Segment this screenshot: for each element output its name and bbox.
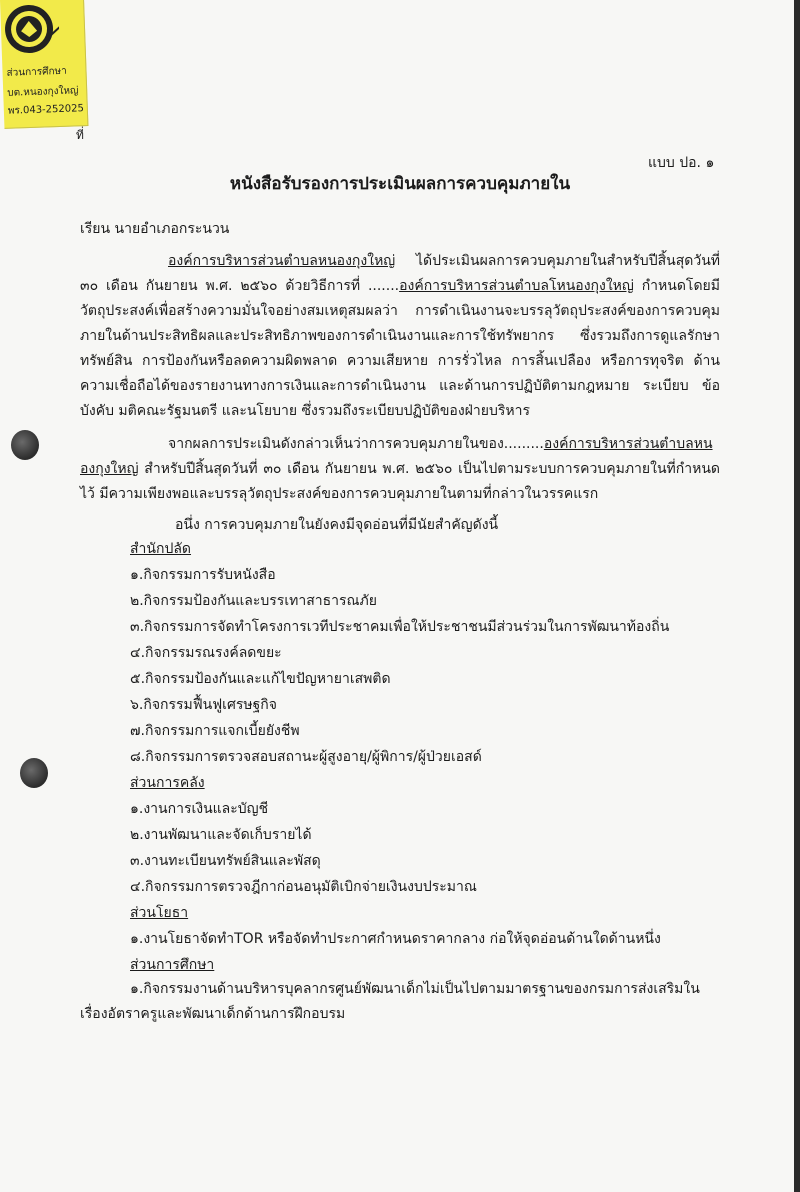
section-heading-finance: ส่วนการคลัง: [130, 775, 205, 791]
list-item: ๑.กิจกรรมงานด้านบริหารบุคลากรศูนย์พัฒนาเด็กไม่เป็นไปตามมาตรฐานของกรมการส่งเสริมในเรื่องอัตราครูและพัฒนาเด็กด้านการฝึกอบรม: [80, 981, 700, 1022]
list-item: ๑.กิจกรรมการรับหนังสือ: [130, 567, 276, 583]
stamp-line-department: ส่วนการศึกษา: [6, 65, 67, 79]
reference-number-label: ที่: [76, 128, 84, 142]
paragraph-text: จากผลการประเมินดังกล่าวเห็นว่าการควบคุมภายในของ.........: [168, 436, 544, 452]
organization-name: องค์การบริหารส่วนตำบลหนองกุงใหญ่: [80, 436, 713, 477]
list-item: ๑.งานโยธาจัดทำTOR หรือจัดทำประกาศกำหนดราคากลาง ก่อให้จุดอ่อนด้านใดด้านหนึ่ง: [130, 931, 661, 947]
paragraph-text: กำหนดโดยมีวัตถุประสงค์เพื่อสร้างความมั่นใจอย่างสมเหตุสมผลว่า การดำเนินงานจะบรรลุวัตถุประสงค์ของการควบคุมภายในด้านประสิทธิผลและประสิทธิภาพของการดำเนินงานและการใช้ทรัพยากร ซึ่งรวมถึงการดูแลรักษาทรัพย์สิน การป้องกันหรือลดความผิดพลาด ความเสียหาย การรั่วไหล การสิ้นเปลือง หรือการทุจริต ด้านความเชื่อถือได้ของรายงานทางการเงินและการดำเนินงาน และด้านการปฏิบัติตามกฎหมาย ระเบียบ ข้อบังคับ มติคณะรัฐมนตรี และนโยบาย ซึ่งรวมถึงระเบียบปฏิบัติของฝ่ายบริหาร: [80, 278, 720, 419]
form-code: แบบ ปอ. ๑: [648, 155, 715, 171]
organization-name: องค์การบริหารส่วนตำบลหนองกุงใหญ่: [168, 253, 396, 269]
salutation: เรียน นายอำเภอกระนวน: [80, 221, 230, 237]
paragraph-assessment: [80, 249, 720, 424]
seal-icon: [2, 2, 60, 60]
section-heading-office: สำนักปลัด: [130, 541, 192, 557]
stamp-line-organization: บต.หนองกุงใหญ่: [7, 85, 79, 99]
section-heading-education: ส่วนการศึกษา: [130, 957, 215, 973]
list-item: ๔.กิจกรรมการตรวจฎีกาก่อนอนุมัติเบิกจ่ายเงินงบประมาณ: [130, 879, 477, 895]
paragraph-text: ได้ประเมินผลการควบคุมภายในสำหรับปีสิ้นสุดวันที่ ๓๐ เดือน กันยายน พ.ศ. ๒๕๖๐ ด้วยวิธีการที่ .......: [80, 253, 720, 294]
list-item: ๖.กิจกรรมฟื้นฟูเศรษฐกิจ: [130, 697, 277, 713]
weakness-intro: อนึ่ง การควบคุมภายในยังคงมีจุดอ่อนที่มีนัยสำคัญดังนี้: [175, 517, 499, 533]
organization-name: องค์การบริหารส่วนตำบลโหนองกุงใหญ่: [399, 278, 634, 294]
list-item: ๒.กิจกรรมป้องกันและบรรเทาสาธารณภัย: [130, 593, 377, 609]
office-stamp-sticker: [0, 0, 88, 129]
list-item: ๘.กิจกรรมการตรวจสอบสถานะผู้สูงอายุ/ผู้พิการ/ผู้ป่วยเอสด์: [130, 749, 482, 765]
punch-hole-icon: [11, 430, 39, 460]
list-item: ๑.งานการเงินและบัญชี: [130, 801, 269, 817]
list-item: ๒.งานพัฒนาและจัดเก็บรายได้: [130, 827, 312, 843]
list-item: ๕.กิจกรรมป้องกันและแก้ไขปัญหายาเสพติด: [130, 671, 391, 687]
list-item: ๓.กิจกรรมการจัดทำโครงการเวทีประชาคมเพื่อให้ประชาชนมีส่วนร่วมในการพัฒนาท้องถิ่น: [130, 619, 670, 635]
section-heading-public-works: ส่วนโยธา: [130, 905, 189, 921]
list-item: ๗.กิจกรรมการแจกเบี้ยยังชีพ: [130, 723, 300, 739]
paragraph-result: [80, 432, 720, 507]
list-item: ๓.งานทะเบียนทรัพย์สินและพัสดุ: [130, 853, 321, 869]
punch-hole-icon: [20, 758, 48, 788]
list-item: ๔.กิจกรรมรณรงค์ลดขยะ: [130, 645, 282, 661]
paragraph-text: สำหรับปีสิ้นสุดวันที่ ๓๐ เดือน กันยายน พ.ศ. ๒๕๖๐ เป็นไปตามระบบการควบคุมภายในที่กำหนดไว้ มีความเพียงพอและบรรลุวัตถุประสงค์ของการควบคุมภายในตามที่กล่าวในวรรคแรก: [80, 461, 720, 502]
document-title: หนังสือรับรองการประเมินผลการควบคุมภายใน: [229, 174, 571, 194]
stamp-line-phone: พร.043-252025: [7, 103, 85, 117]
